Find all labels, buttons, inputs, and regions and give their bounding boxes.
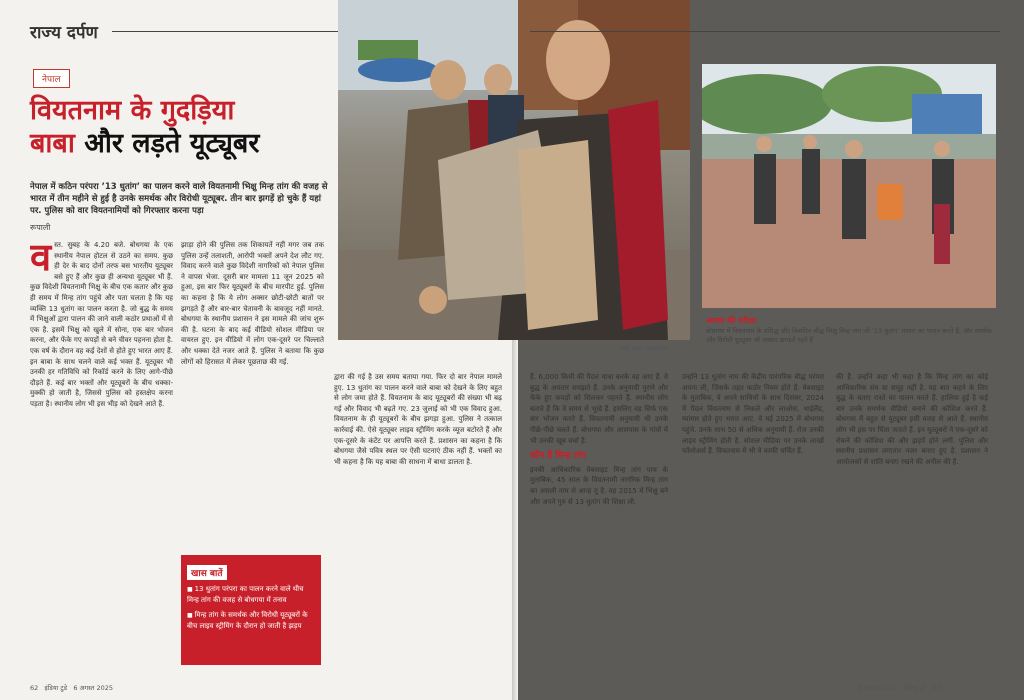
headline-line-1: वियतनाम के गुदड़िया — [30, 95, 235, 126]
article-column-5 — [682, 372, 824, 677]
column-1-text: स्त. सुबह के 4.20 बजे. बोधगया के एक स्थानीय नेपाल होटल से उठने का समय. कुछ ही देर के बाद दोनों तरफ बस भारतीय यूट्यूबर बसे हुए हैं और कुछ ही अन्यथा यूट्यूबर भी हैं. कुछ विदेशी वियतनामी भिक्षु के बीच एक कतार और कुछ ही समय में मिन्ह तांग पहुंचे और पता चलता है कि यह व्यक्ति 13 धुतांग का पालन करता है. जो बुद्ध के समय में भिक्षुओं द्वारा पालन की जाने वाली कठोर प्रथाओं में से एक है. इसमें भिक्षु को खुले में सोना, एक बार भोजन करना, और फेंके गए कपड़ों से बने चीवर पहनना होता है. एक वर्ष के दौरान वह कई देशों से होते हुए भारत आए हैं. इन बाबा के साथ चलने वाले कई भक्त हैं. यूट्यूबर भी उनकी हर गतिविधि को रिकॉर्ड करने के लिए आगे-पीछे दौड़ते हैं. कई बार भक्तों और यूट्यूबरों के बीच धक्का-मुक्की हो जाती है, जिससे पुलिस को हस्तक्षेप करना पड़ता है। स्थानीय लोग भी इस भीड़ को देखने आते हैं. — [30, 241, 173, 408]
column-4-text: हैं. 6,000 किमी की पैदल यात्रा करके वह आए हैं. वे बुद्ध के अवतार समझते हैं. उनके अनुयायी पुराने और फेंके हुए कपड़ों को सिलकर पहनते हैं. स्थानीय लोग बताते हैं कि वे समय से भूखे हैं. इसलिए वह सिर्फ एक बार भोजन करते हैं. वियतनामी अनुयायी भी उनके पीछे-पीछे चलते हैं. बोधगया और आसपास के गांवों में भी उनकी खूब चर्चा है. — [530, 373, 668, 445]
page-number-right: 63 — [932, 684, 941, 692]
column-6-text: की है. उन्होंने कहा भी कहा है कि मिन्ह तांग का कोई आधिकारिक संघ या समूह नहीं है. यह बात कहने के लिए बुद्ध के बताए रास्ते का पालन करते हैं. हालिया हुई है कई बार उनके समर्थक वीडियो बनाने की कोशिश करते हैं. बोधगया में बहुत से यूट्यूबर इसी वजह से आते हैं. स्थानीय लोग भी इस पर चिंता जताते हैं. इन यूट्यूबरों ने एक-दूसरे को रोकने की कोशिश की और झड़पें होने लगीं. पुलिस और स्थानीय प्रशासन लगातार नजर बनाए हुए है. प्रशासन ने आयोजकों से शांति बनाए रखने की अपील की है. — [836, 373, 988, 466]
monk-photo-illustration — [338, 0, 690, 340]
column-2-text: झाड़ा होने की पुलिस तक शिकायतें नहीं मगर जब तक पुलिस उन्हें तलाशती, आरोपी भक्तों अपने देश लौट गए. विवाद करने वाले कुछ विदेशी नागरिकों को नेपाल पुलिस ने वापस भेजा. दूसरी बार मामला 11 जून 2025 को हुआ, इस बार फिर यूट्यूबरों के बीच मारपीट हुई. पुलिस का कहना है कि ये लोग अक्सर छोटी-छोटी बातों पर झगड़ते हैं और बार-बार चेतावनी के बावजूद नहीं मानते. बोधगया के स्थानीय प्रशासन ने इस मामले की जांच शुरू की है. घटना के बाद कई वीडियो सोशल मीडिया पर वायरल हुए. इन वीडियो में लोग एक-दूसरे पर चिल्लाते और धक्का देते नजर आते हैं. पुलिस ने बताया कि कुछ लोगों को हिरासत में लेकर पूछताछ की गई. — [181, 241, 324, 366]
column-4-text-2: इनकी आधिकारिक वेबसाइट मिन्ह तांग पाथ के मुताबिक, 45 साल के वियतनामी नागरिक मिन्ह तांग का असली नाम ले आन्ह तू है. वह 2015 में भिक्षु बने और अपने गुरु से 13 धुतांग की शिक्षा ली. — [530, 465, 668, 506]
headline-line-2a: बाबा — [30, 128, 75, 159]
page-number-left: 62 — [30, 684, 39, 692]
magazine-name-right: इंडिया टुडे — [903, 684, 927, 692]
section-title: राज्य दर्पण — [30, 23, 98, 43]
byline: रूपाली — [30, 223, 51, 232]
dropcap: व — [30, 240, 52, 279]
column-5-text: उन्होंने 13 धुतांग नाम की केंद्रीय पारंपरिक बौद्ध परंपरा अपना ली, जिसके तहत कठोर नियम होते हैं. वेबसाइट के मुताबिक, वे अपने साथियों के साथ दिसंबर, 2024 में पैदल वियतनाम से निकले और लाओस, थाईलैंड, म्यांमार होते हुए भारत आए. वे मई 2025 में बोधगया पहुंचे. उनके साथ 50 से अधिक अनुयायी हैं. रोज उनकी लाइव स्ट्रीमिंग होती है. सोशल मीडिया पर उनके लाखों फॉलोअर्स हैं. वियतनाम में भी वे काफी चर्चित हैं. — [682, 373, 824, 456]
highlight-item: ■ मिन्ह तांग के समर्थक और विरोधी यूट्यूबरों के बीच लाइव स्ट्रीमिंग के दौरान हो जाती है झड़प — [187, 610, 315, 631]
article-column-6 — [836, 372, 988, 677]
street-photo — [702, 64, 996, 308]
article-column-2 — [181, 240, 324, 545]
highlights-box — [181, 555, 321, 665]
magazine-name-left: इंडिया टुडे — [44, 684, 68, 692]
highlights-title: खास बातें — [187, 565, 227, 580]
top-rule-right — [530, 31, 1000, 32]
headline-line-2b: और लड़ते यूट्यूबर — [84, 128, 260, 159]
street-photo-illustration — [702, 64, 996, 308]
issue-date-right: 6 अगस्त 2025 — [858, 684, 898, 692]
headline — [30, 94, 330, 160]
footer-right — [858, 683, 941, 692]
subhead-who: कौन हैं मिन्ह तांग — [530, 451, 587, 462]
article-column-3 — [334, 372, 502, 677]
photo-caption: बोधगया में वियतनाम के प्रसिद्ध और विवादित बौद्ध भिक्षु मिन्ह तांग जो ’13 धुतांग’ परंपरा का पालन करते हैं, और समर्थक और विरोधी यूट्यूबर जो अक्सर झगड़ते रहते हैं — [706, 327, 992, 344]
article-column-1 — [30, 240, 173, 680]
column-3-text: द्वारा की गई है उस समय बताया गया. फिर दो बार नेपाल मामले हुए. 13 धुतांग का पालन करने वाले बाबा को देखने के लिए बहुत से लोग जमा होते हैं. वियतनाम के बाद यूट्यूबरों की संख्या भी बढ़ गई और विवाद भी बढ़ते गए. 23 जुलाई को भी एक विवाद हुआ. वियतनाम के ही यूट्यूबरों के बीच झगड़ा हुआ. पुलिस ने तत्काल कार्रवाई की. ऐसे यूट्यूबर लाइव स्ट्रीमिंग करके व्यूज बटोरते हैं और एक-दूसरे के कंटेंट पर आपत्ति करते हैं. प्रशासन का कहना है कि बोधगया जैसे पवित्र स्थल पर ऐसी घटनाएं ठीक नहीं हैं. भक्तों का भी कहना है कि यह बाबा की साधना में बाधा डालता है. — [334, 373, 502, 466]
deck: नेपाल में कठिन परंपरा ’13 धुतांग’ का पालन करने वाले वियतनामी भिक्षु मिन्ह तांग की वजह से भारत में तीन महीने से हुई है उनके समर्थक और विरोधी यूट्यूबर. तीन बार झगड़ें हो चुके हैं यहां पर. पुलिस को वार वियतनामियों को गिरफ्तार करना पड़ा — [30, 182, 328, 216]
location-tag: नेपाल — [33, 69, 70, 88]
article-column-4 — [530, 372, 668, 542]
photo-credit: सभी फोटो: रूपालिका — [620, 346, 668, 353]
photo-caption-title: आस्था की परीक्षा — [706, 316, 756, 325]
footer-left — [30, 683, 113, 692]
issue-date-left: 6 अगस्त 2025 — [73, 684, 113, 692]
highlight-item: ■ 13 धुतांग परंपरा का पालन करने वाले थीच मिन्ह तांग की वजह से बोधगया में तनाव — [187, 584, 315, 605]
monk-photo — [338, 0, 690, 340]
